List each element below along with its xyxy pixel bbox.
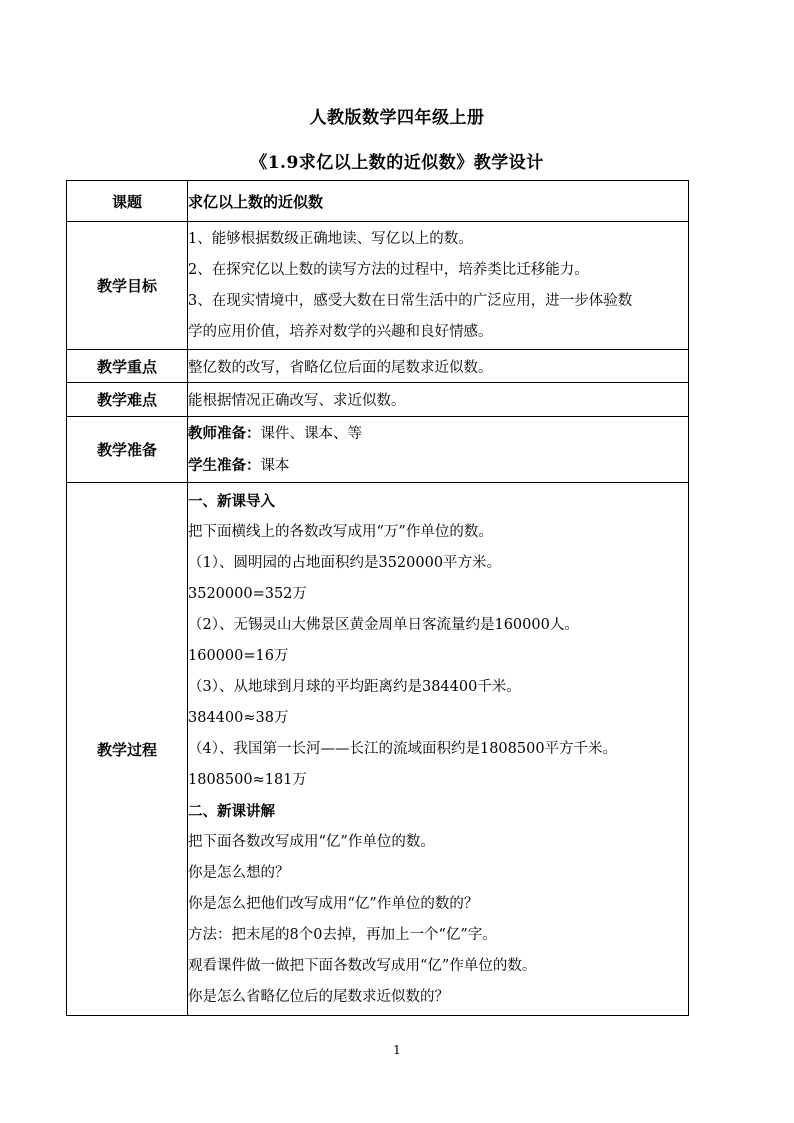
process-line: 把下面横线上的各数改写成用“万”作单位的数。 [188, 523, 493, 540]
process-line: 你是怎么想的？ [188, 864, 290, 881]
row-topic [67, 181, 689, 222]
process-line: 3520000=352万 [188, 585, 307, 602]
goal-line: 3、在现实情境中，感受大数在日常生活中的广泛应用，进一步体验数 [188, 292, 633, 309]
key-point-label: 教学重点 [67, 350, 188, 383]
process-line: 1808500≈181万 [188, 771, 307, 788]
difficulty-label: 教学难点 [67, 383, 188, 417]
goal-line: 1、能够根据数级正确地读、写亿以上的数。 [188, 230, 473, 247]
student-preparation [188, 450, 688, 482]
process-line: 你是怎么省略亿位后的尾数求近似数的？ [188, 988, 449, 1005]
document-subtitle: 《1.9求亿以上数的近似数》教学设计 [250, 153, 544, 173]
goal-line: 学的应用价值，培养对数学的兴趣和良好情感。 [188, 323, 493, 340]
document-title: 人教版数学四年级上册 [309, 108, 485, 128]
process-line: 160000=16万 [188, 647, 289, 664]
row-key-point [67, 350, 689, 383]
process-line: 把下面各数改写成用“亿”作单位的数。 [188, 833, 435, 850]
row-difficulty [67, 383, 689, 417]
process-line: 方法：把末尾的8个0去掉，再加上一个“亿”字。 [188, 926, 497, 943]
row-preparation [67, 417, 689, 483]
section-heading: 一、新课导入 [188, 492, 275, 510]
goal-line: 2、在探究亿以上数的读写方法的过程中，培养类比迁移能力。 [188, 261, 589, 278]
process-line: （1）、圆明园的占地面积约是3520000平方米。 [188, 554, 502, 571]
topic-value: 求亿以上数的近似数 [188, 192, 324, 211]
difficulty-value: 能根据情况正确改写、求近似数。 [188, 383, 689, 417]
goals-cell [188, 222, 689, 350]
preparation-label: 教学准备 [67, 417, 188, 483]
process-line: 384400≈38万 [188, 709, 289, 726]
process-line: （3）、从地球到月球的平均距离约是384400千米。 [188, 678, 521, 695]
teacher-preparation-label: 教师准备： [188, 424, 261, 442]
teacher-preparation [188, 418, 688, 450]
topic-value-cell [188, 181, 689, 222]
row-process [67, 483, 689, 1016]
page-number: 1 [393, 1043, 401, 1057]
preparation-cell [188, 417, 689, 483]
row-goals [67, 222, 689, 350]
teacher-preparation-value: 课件、课本、等 [260, 425, 362, 442]
lesson-plan-table [66, 180, 689, 1016]
topic-label: 课题 [67, 181, 188, 222]
key-point-value: 整亿数的改写，省略亿位后面的尾数求近似数。 [188, 350, 689, 383]
process-line: （4）、我国第一长河——长江的流域面积约是1808500平方千米。 [188, 740, 618, 757]
process-line: 观看课件做一做把下面各数改写成用“亿”作单位的数。 [188, 957, 537, 974]
goals-label: 教学目标 [67, 222, 188, 350]
section-heading: 二、新课讲解 [188, 802, 275, 820]
process-cell [188, 483, 689, 1016]
student-preparation-value: 课本 [260, 457, 290, 474]
process-line: （2）、无锡灵山大佛景区黄金周单日客流量约是160000人。 [188, 616, 579, 633]
student-preparation-label: 学生准备： [188, 456, 261, 474]
process-label: 教学过程 [67, 483, 188, 1016]
process-line: 你是怎么把他们改写成用“亿”作单位的数的？ [188, 895, 479, 912]
